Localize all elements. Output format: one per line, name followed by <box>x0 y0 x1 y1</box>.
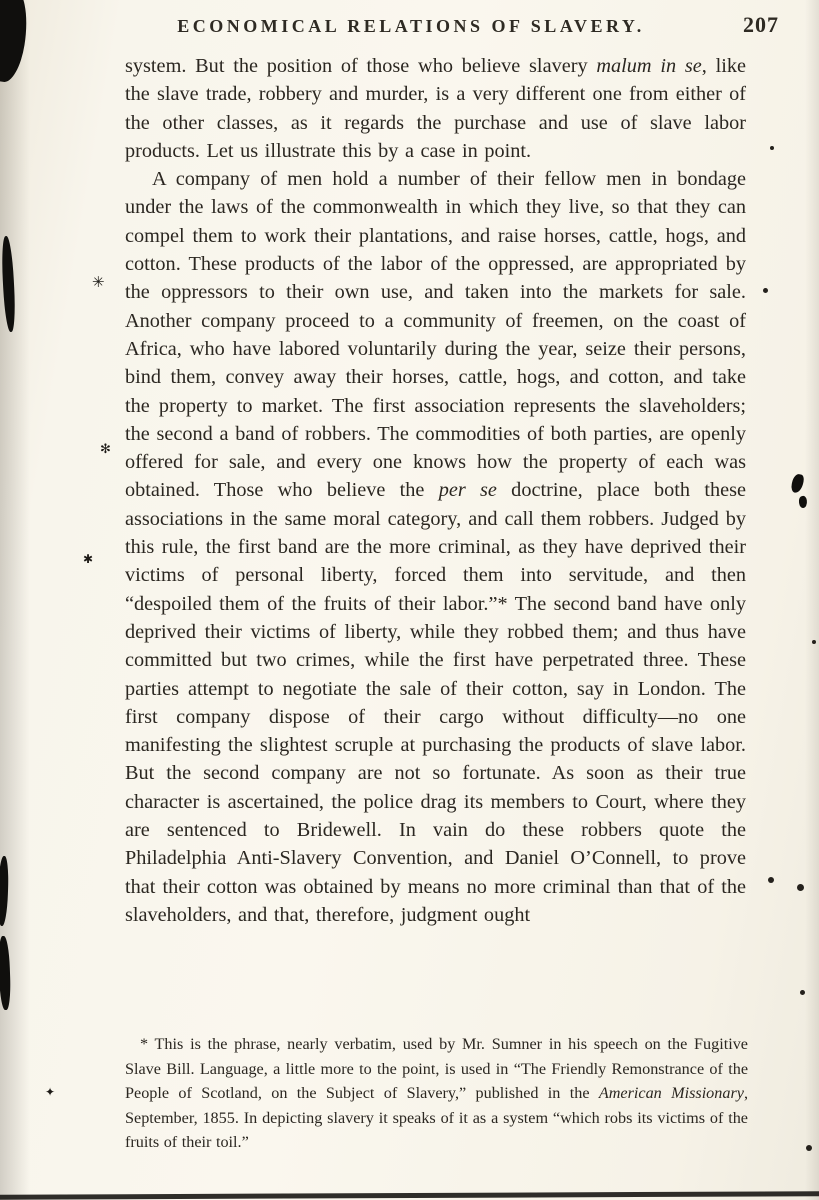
text-run: , like the slave trade, robbery and murder, is a very different one from either of the other classes, as it regards the purchase and use of slave labor products. Let us illustrate this by a case in point. <box>125 55 746 162</box>
ink-blot <box>0 236 16 332</box>
scan-speck <box>797 884 804 891</box>
page-header <box>125 12 779 38</box>
italic-text: American Missionary <box>598 1084 744 1103</box>
ink-blot <box>0 936 11 1010</box>
ink-blot <box>798 496 808 509</box>
page-edge-shadow <box>805 0 819 1200</box>
ink-blot <box>0 856 9 926</box>
paragraph-main <box>125 165 746 929</box>
scan-speck <box>768 877 774 883</box>
footnote <box>125 1032 748 1155</box>
ink-mark: ✻ <box>100 441 111 456</box>
scan-speck <box>770 146 774 150</box>
body-text <box>125 52 746 929</box>
text-run: doctrine, place both these associations in the same moral category, and call them robbers. Judged by this rule, the first band are the more criminal, as they have deprived their victims of personal liberty, forced them into servitude, and then “despoiled them of the fruits of their labor.”* The second band have only deprived their victims of liberty, while they robbed them; and thus have committed but two crimes, while the first have perpetrated three. These parties attempt to negotiate the sale of their cotton, say in London. The first company dispose of their cargo without difficulty—no one manifesting the slightest scruple at purchasing the products of slave labor. But the second company are not so fortunate. As soon as their true character is ascertained, the police drag its members to Court, where they are sentenced to Bridewell. In vain do these robbers quote the Philadelphia Anti-Slavery Convention, and Daniel O’Connell, to prove that their cotton was obtained by means no more criminal than that of the slaveholders, and that, therefore, judgment ought <box>125 479 747 926</box>
bottom-scan-edge <box>0 1191 819 1200</box>
text-run: A company of men hold a number of their fellow men in bondage under the laws of the commonwealth in which they live, so that they can compel them to work their plantations, and raise horses, cattle, hogs, and cotton. These products of the labor of the oppressed, are appropriated by the oppressors to their own use, and taken into the markets for sale. Another company proceed to a community of freemen, on the coast of Africa, who have labored voluntarily during the year, seize their persons, bind them, convey away their horses, cattle, hogs, and cotton, and take the property to market. The first association represents the slaveholders; the second a band of robbers. The commodities of both parties, are openly offered for sale, and every one knows how the property of each was obtained. Those who believe the <box>125 168 746 502</box>
paragraph-continuation <box>125 52 746 165</box>
text-run: system. But the position of those who believe slavery <box>125 55 597 77</box>
scan-speck <box>812 640 816 644</box>
ink-mark: ✦ <box>45 1085 56 1099</box>
running-title: ECONOMICAL RELATIONS OF SLAVERY. <box>177 16 645 36</box>
text-run: * This is the phrase, nearly verbatim, used by Mr. Sumner in his speech on the Fugitive Slave Bill. Language, a little more to the point, is used in “The Friendly Remonstrance of the People of Scotland, on the Subject of Slavery,” published in the <box>125 1035 748 1103</box>
page-number: 207 <box>743 12 779 37</box>
ink-mark: ✱ <box>83 552 94 566</box>
scan-speck <box>800 990 805 995</box>
ink-blot <box>0 0 33 84</box>
scan-speck <box>763 288 768 293</box>
italic-text: per se <box>438 479 497 502</box>
italic-text: malum in se <box>596 55 702 77</box>
ink-mark: ✳ <box>92 275 105 291</box>
ink-blot <box>790 473 805 494</box>
page-gutter-shadow <box>0 0 30 1200</box>
scan-speck <box>806 1145 812 1151</box>
text-run: , September, 1855. In depicting slavery it speaks of it as a system “which robs its victims of the fruits of their toil.” <box>125 1084 748 1152</box>
